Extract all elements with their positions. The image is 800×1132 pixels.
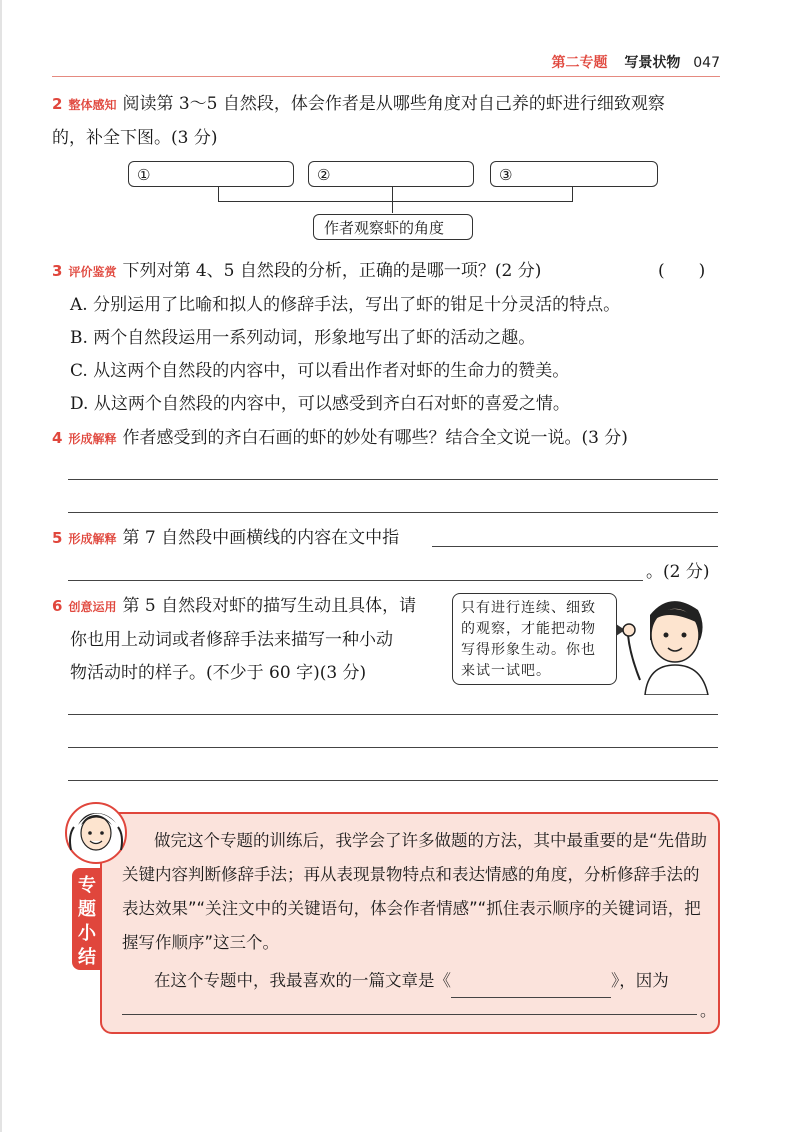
option-a[interactable]: A. 分别运用了比喻和拟人的修辞手法，写出了虾的钳足十分灵活的特点。 (70, 295, 621, 315)
option-d[interactable]: D. 从这两个自然段的内容中，可以感受到齐白石对虾的喜爱之情。 (70, 394, 570, 414)
question-number: 6 (52, 597, 63, 615)
question-text: 作者感受到的齐白石画的虾的妙处有哪些？结合全文说一说。(3 分) (122, 428, 628, 448)
section-label: 写景状物 (624, 55, 681, 71)
question-text: 第 5 自然段对虾的描写生动且具体，请 (122, 596, 417, 616)
question-text-cont: 物活动时的样子。(不少于 60 字)(3 分) (70, 663, 367, 683)
header-divider (52, 76, 720, 77)
question-text: 下列对第 4、5 自然段的分析，正确的是哪一项？(2 分) (122, 261, 542, 281)
box-label: ③ (499, 166, 513, 184)
box-label: ① (137, 166, 151, 184)
center-box (313, 214, 473, 240)
question-3 (52, 255, 722, 421)
reason-answer-line[interactable] (122, 1014, 697, 1015)
option-c[interactable]: C. 从这两个自然段的内容中，可以看出作者对虾的生命力的赞美。 (70, 361, 570, 381)
question-tag: 整体感知 (68, 98, 117, 112)
score-label: 。(2 分) (646, 562, 710, 582)
summary-text (122, 824, 712, 998)
connector (218, 187, 219, 202)
option-b[interactable]: B. 两个自然段运用一系列动词，形象地写出了虾的活动之趣。 (70, 328, 536, 348)
question-tag: 评价鉴赏 (68, 265, 117, 279)
question-tag: 创意运用 (68, 600, 117, 614)
answer-line[interactable] (432, 546, 718, 547)
question-text-cont: 的，补全下图。(3 分) (52, 128, 218, 148)
question-text: 阅读第 3～5 自然段，体会作者是从哪些角度对自己养的虾进行细致观察 (122, 94, 665, 114)
box-label: ② (317, 166, 331, 184)
answer-box-2[interactable] (308, 161, 474, 187)
question-number: 5 (52, 529, 63, 547)
connector (572, 187, 573, 202)
summary-tab (72, 868, 102, 970)
summary-prompt: 在这个专题中，我最喜欢的一篇文章是《 (154, 971, 451, 990)
favorite-article-blank[interactable] (451, 979, 611, 998)
question-text: 第 7 自然段中画横线的内容在文中指 (122, 528, 400, 548)
center-box-label: 作者观察虾的角度 (324, 219, 445, 237)
answer-box-3[interactable] (490, 161, 658, 187)
summary-end: 。 (700, 1001, 717, 1020)
answer-line[interactable] (68, 747, 718, 748)
answer-line[interactable] (68, 780, 718, 781)
question-6 (52, 590, 452, 690)
question-text-cont: 你也用上动词或者修辞手法来描写一种小动 (70, 630, 393, 650)
answer-line[interactable] (68, 714, 718, 715)
page-number: 047 (693, 55, 720, 71)
connector (392, 187, 393, 202)
boy-pointing-illustration (620, 585, 720, 695)
question-tag: 形成解释 (68, 532, 117, 546)
connector (218, 201, 572, 202)
chapter-label: 第二专题 (551, 55, 608, 71)
summary-prompt-cont: 》，因为 (611, 971, 669, 990)
summary-paragraph-2 (122, 964, 712, 998)
summary-paragraph-1: 做完这个专题的训练后，我学会了许多做题的方法，其中最重要的是“先借助关键内容判断修辞手法；再从表现景物特点和表达情感的角度，分析修辞手法的表达效果”“关注文中的关键语句，体会作者情感”“抓住表示顺序的关键词语，把握写作顺序”这三个。 (122, 831, 708, 952)
question-number: 2 (52, 95, 63, 113)
page-header (552, 52, 720, 72)
answer-paren[interactable]: ( ) (658, 261, 706, 281)
question-number: 4 (52, 429, 63, 447)
connector (392, 201, 393, 213)
question-5 (52, 522, 722, 556)
tip-bubble: 只有进行连续、细致的观察，才能把动物写得形象生动。你也来试一试吧。 (452, 593, 617, 685)
answer-box-1[interactable] (128, 161, 294, 187)
question-number: 3 (52, 262, 63, 280)
question-4 (52, 422, 722, 456)
question-tag: 形成解释 (68, 432, 117, 446)
answer-line[interactable] (68, 580, 643, 581)
summary-tab-label: 专题小结 (78, 875, 96, 968)
question-2 (52, 88, 722, 155)
answer-line[interactable] (68, 512, 718, 513)
answer-line[interactable] (68, 479, 718, 480)
